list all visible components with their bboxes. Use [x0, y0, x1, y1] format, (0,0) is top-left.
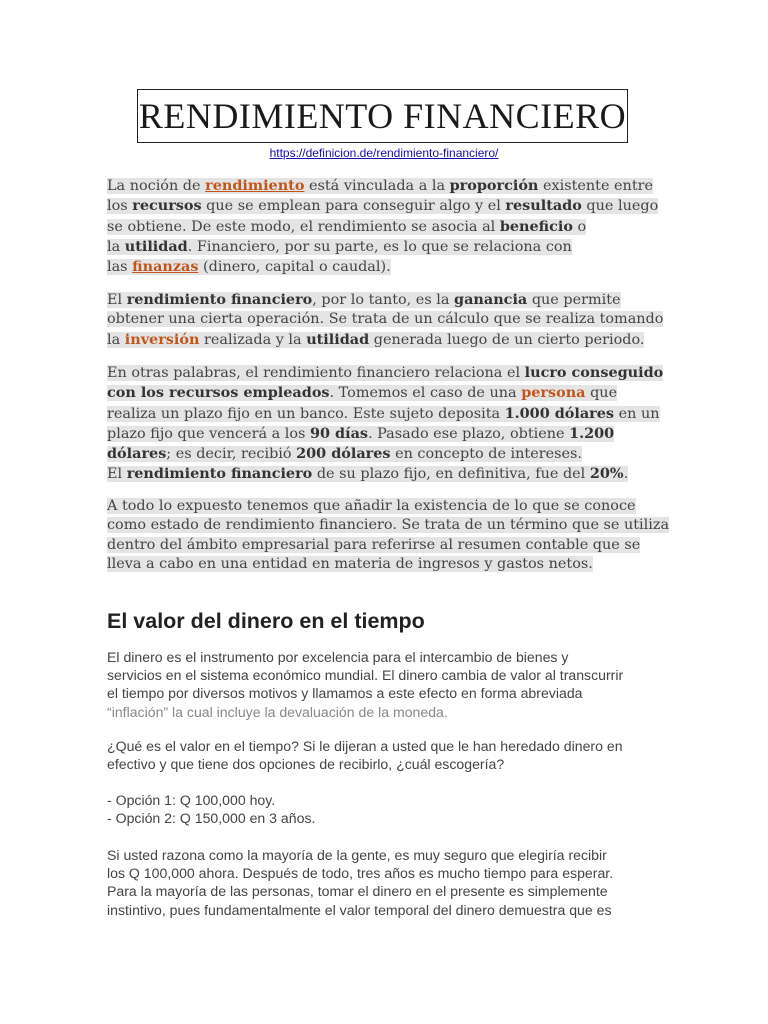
- term-1000-dolares: 1.000 dólares: [504, 404, 615, 422]
- term-1200: 1.200: [569, 424, 615, 442]
- term-rendimiento-financiero: rendimiento financiero: [126, 465, 313, 483]
- text-line: “inflación” la cual incluye la devaluación de la moneda.: [107, 703, 448, 720]
- text-line: ¿Qué es el valor en el tiempo? Si le dijeran a usted que le han heredado dinero en: [107, 738, 623, 754]
- text-line: el tiempo por diversos motivos y llamamos a este efecto en forma abreviada: [107, 685, 583, 702]
- text-line: los Q 100,000 ahora. Después de todo, tres años es mucho tiempo para esperar.: [107, 865, 614, 882]
- text-run: la: [107, 331, 125, 348]
- term-lucro-conseguido: lucro conseguido: [524, 364, 664, 381]
- text-run: generada luego de un cierto periodo.: [369, 331, 645, 348]
- text-line: Si usted razona como la mayoría de la gente, es muy seguro que elegiría recibir: [107, 847, 607, 863]
- term-ganancia: ganancia: [454, 291, 528, 308]
- text-line: El dinero es el instrumento por excelencia para el intercambio de bienes y: [107, 649, 569, 665]
- text-run: , por lo tanto, es la: [312, 292, 455, 308]
- text-run: obtener una cierta operación. Se trata de un cálculo que se realiza tomando: [107, 311, 664, 328]
- option-2: - Opción 2: Q 150,000 en 3 años.: [107, 810, 316, 827]
- text-run: La noción de: [107, 178, 206, 194]
- text-line: Para la mayoría de las personas, tomar el dinero en el presente es simplemente: [107, 883, 608, 900]
- text-run: que permite: [527, 292, 621, 308]
- text-run: los: [107, 198, 133, 215]
- text-line: [107, 290, 667, 310]
- intro-paragraph-2: [107, 290, 667, 350]
- text-run: existente entre: [538, 178, 654, 194]
- text-line: [107, 176, 667, 196]
- text-line: [107, 217, 667, 237]
- text-run: realizada y la: [199, 331, 307, 348]
- source-link[interactable]: https://definicion.de/rendimiento-financiero/: [269, 146, 499, 160]
- text-run: realiza un plazo fijo en un banco. Este sujeto deposita: [107, 405, 505, 422]
- text-line: [107, 424, 667, 444]
- term-link-rendimiento[interactable]: rendimiento: [205, 177, 305, 194]
- section-paragraph-3: [107, 846, 667, 919]
- term-90-dias: 90 días: [310, 424, 368, 442]
- term-beneficio: beneficio: [499, 217, 573, 235]
- page-title: RENDIMIENTO FINANCIERO: [138, 96, 627, 136]
- section-paragraph-2: [107, 737, 667, 773]
- text-run: está vinculada a la: [304, 178, 450, 194]
- text-run: las: [107, 259, 133, 276]
- term-20-percent: 20%: [589, 465, 624, 483]
- title-box: [137, 89, 628, 143]
- text-run: o: [572, 218, 587, 235]
- term-link-finanzas[interactable]: finanzas: [132, 258, 199, 276]
- term-link-inversion[interactable]: inversión: [124, 330, 200, 348]
- option-1: - Opción 1: Q 100,000 hoy.: [107, 792, 276, 808]
- text-line: instintivo, pues fundamentalmente el valor temporal del dinero demuestra que es: [107, 901, 612, 918]
- term-rendimiento-financiero: rendimiento financiero: [126, 291, 313, 308]
- intro-paragraph-1: [107, 176, 667, 277]
- text-run: ; es decir, recibió: [166, 446, 297, 463]
- text-run: El: [107, 466, 127, 483]
- text-run: . Tomemos el caso de una: [329, 385, 522, 402]
- term-recursos-empleados: con los recursos empleados: [107, 384, 330, 402]
- text-run: que: [585, 385, 618, 402]
- text-line: como estado de rendimiento financiero. Se trata de un término que se utiliza: [107, 517, 670, 534]
- text-run: que se emplean para conseguir algo y el: [201, 198, 506, 215]
- text-line: efectivo y que tiene dos opciones de recibirlo, ¿cuál escogería?: [107, 756, 505, 773]
- term-link-persona[interactable]: persona: [521, 384, 586, 402]
- text-run: en concepto de intereses.: [390, 446, 582, 463]
- text-run: que luego: [581, 198, 659, 215]
- text-line: [107, 464, 667, 484]
- term-utilidad: utilidad: [124, 237, 188, 255]
- text-run: En otras palabras, el rendimiento financiero relaciona el: [107, 365, 525, 381]
- text-run: .: [623, 466, 629, 483]
- term-resultado: resultado: [505, 197, 582, 215]
- section-heading: El valor del dinero en el tiempo: [107, 609, 425, 633]
- text-line: [107, 363, 667, 383]
- term-proporcion: proporción: [449, 177, 539, 194]
- intro-paragraph-4: [107, 497, 670, 574]
- text-line: [107, 404, 667, 424]
- text-line: [107, 196, 667, 216]
- text-run: (dinero, capital o caudal).: [198, 259, 391, 276]
- text-run: plazo fijo que vencerá a los: [107, 425, 310, 442]
- text-line: [107, 383, 667, 403]
- text-line: dentro del ámbito empresarial para referirse al resumen contable que se: [107, 536, 641, 553]
- text-run: de su plazo fijo, en definitiva, fue del: [312, 466, 590, 483]
- text-line: [107, 310, 667, 329]
- term-utilidad: utilidad: [306, 330, 370, 348]
- term-200-dolares: 200 dólares: [296, 445, 391, 463]
- text-line: [107, 330, 667, 350]
- text-run: en un: [614, 405, 660, 422]
- term-recursos: recursos: [132, 197, 202, 215]
- section-paragraph-1: [107, 648, 667, 721]
- intro-paragraph-3: [107, 363, 667, 485]
- text-line: lleva a cabo en una entidad en materia de ingresos y gastos netos.: [107, 555, 593, 572]
- options-list: [107, 791, 667, 827]
- text-run: . Financiero, por su parte, es lo que se relaciona con: [187, 238, 572, 255]
- text-run: . Pasado ese plazo, obtiene: [368, 425, 570, 442]
- text-run: El: [107, 292, 127, 308]
- text-run: la: [107, 238, 125, 255]
- text-line: [107, 257, 667, 277]
- text-line: servicios en el sistema económico mundial. El dinero cambia de valor al transcurrir: [107, 667, 624, 684]
- text-line: [107, 237, 667, 257]
- text-line: [107, 444, 667, 464]
- text-line: A todo lo expuesto tenemos que añadir la existencia de lo que se conoce: [107, 498, 636, 514]
- term-dolares: dólares: [107, 445, 167, 463]
- text-run: se obtiene. De este modo, el rendimiento se asocia al: [107, 218, 500, 235]
